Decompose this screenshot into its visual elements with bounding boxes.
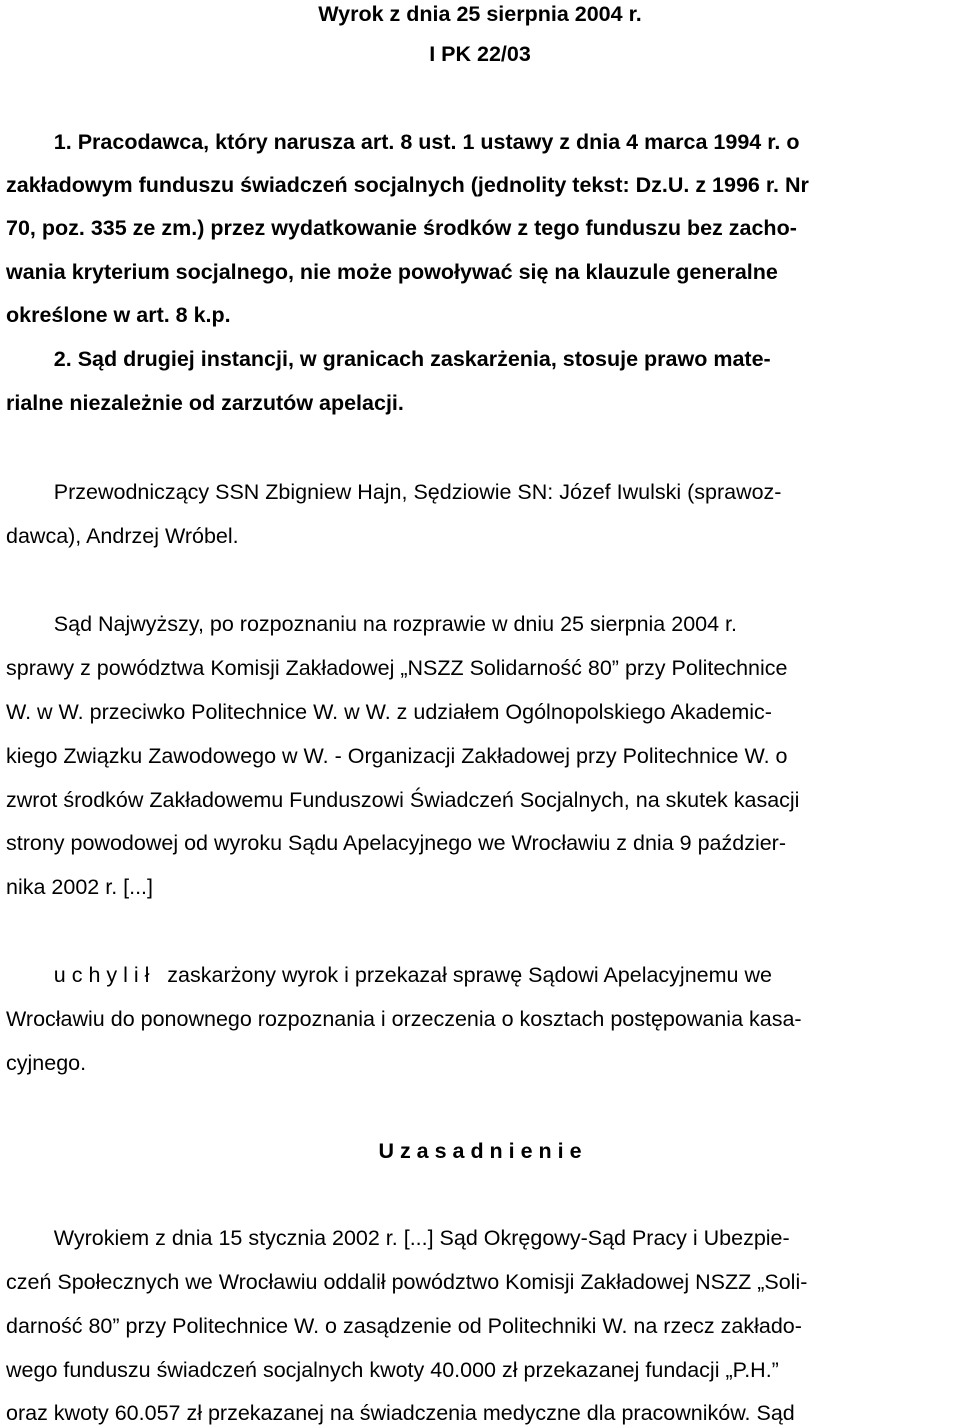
case-number: I PK 22/03 bbox=[429, 42, 531, 66]
proceedings-line: strony powodowej od wyroku Sądu Apelacyjnego we Wrocławiu z dnia 9 paździer- bbox=[6, 831, 786, 855]
proceedings-line: zwrot środków Zakładowemu Funduszowi Świadczeń Socjalnych, na skutek kasacji bbox=[6, 788, 800, 812]
composition-line: Przewodniczący SSN Zbigniew Hajn, Sędziowie SN: Józef Iwulski (sprawoz- bbox=[6, 480, 782, 504]
ruling-line: cyjnego. bbox=[6, 1051, 87, 1075]
justification-line: wego funduszu świadczeń socjalnych kwoty 40.000 zł przekazanej fundacji „P.H.” bbox=[6, 1358, 779, 1382]
proceedings-line: Sąd Najwyższy, po rozpoznaniu na rozprawie w dniu 25 sierpnia 2004 r. bbox=[6, 612, 737, 636]
judgment-title: Wyrok z dnia 25 sierpnia 2004 r. bbox=[318, 2, 642, 26]
justification-line: darność 80” przy Politechnice W. o zasądzenie od Politechniki W. na rzecz zakłado- bbox=[6, 1314, 802, 1338]
thesis-line: 2. Sąd drugiej instancji, w granicach zaskarżenia, stosuje prawo mate- bbox=[6, 347, 771, 371]
thesis-line: określone w art. 8 k.p. bbox=[6, 303, 231, 327]
proceedings-line: nika 2002 r. [...] bbox=[6, 875, 154, 899]
justification-line: oraz kwoty 60.057 zł przekazanej na świadczenia medyczne dla pracowników. Sąd bbox=[6, 1401, 795, 1425]
thesis-line: rialne niezależnie od zarzutów apelacji. bbox=[6, 391, 404, 415]
thesis-line: 70, poz. 335 ze zm.) przez wydatkowanie środków z tego funduszu bez zacho- bbox=[6, 216, 797, 240]
thesis-line: wania kryterium socjalnego, nie może powoływać się na klauzule generalne bbox=[6, 260, 778, 284]
composition-line: dawca), Andrzej Wróbel. bbox=[6, 524, 239, 548]
thesis-line: zakładowym funduszu świadczeń socjalnych (jednolity tekst: Dz.U. z 1996 r. Nr bbox=[6, 173, 809, 197]
justification-heading: U z a s a d n i e n i e bbox=[378, 1139, 582, 1163]
ruling-line: u c h y l i ł zaskarżony wyrok i przekazał sprawę Sądowi Apelacyjnemu we bbox=[6, 963, 772, 987]
proceedings-line: W. w W. przeciwko Politechnice W. w W. z udziałem Ogólnopolskiego Akademic- bbox=[6, 700, 772, 724]
proceedings-line: kiego Związku Zawodowego w W. - Organizacji Zakładowej przy Politechnice W. o bbox=[6, 744, 788, 768]
justification-line: czeń Społecznych we Wrocławiu oddalił powództwo Komisji Zakładowej NSZZ „Soli- bbox=[6, 1270, 808, 1294]
thesis-line: 1. Pracodawca, który narusza art. 8 ust. 1 ustawy z dnia 4 marca 1994 r. o bbox=[6, 130, 800, 154]
justification-line: Wyrokiem z dnia 15 stycznia 2002 r. [...] Sąd Okręgowy-Sąd Pracy i Ubezpie- bbox=[6, 1226, 790, 1250]
proceedings-line: sprawy z powództwa Komisji Zakładowej „NSZZ Solidarność 80” przy Politechnice bbox=[6, 656, 788, 680]
ruling-line: Wrocławiu do ponownego rozpoznania i orzeczenia o kosztach postępowania kasa- bbox=[6, 1007, 802, 1031]
